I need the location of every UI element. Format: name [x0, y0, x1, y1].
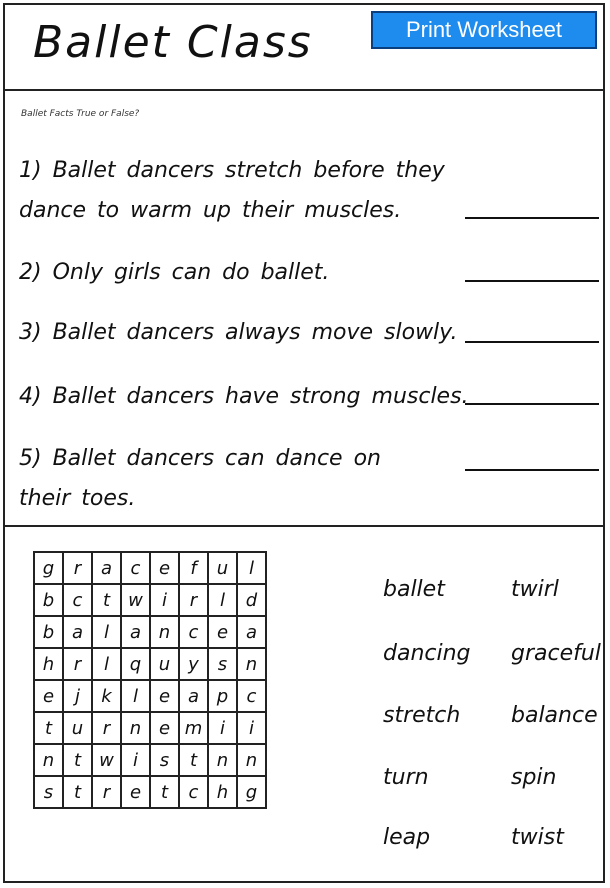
grid-cell[interactable]: t — [150, 776, 179, 808]
grid-cell[interactable]: a — [179, 680, 208, 712]
grid-cell[interactable]: e — [150, 680, 179, 712]
answer-blank-4[interactable] — [465, 403, 599, 405]
grid-cell[interactable]: q — [121, 648, 150, 680]
grid-cell[interactable]: h — [34, 648, 63, 680]
grid-cell[interactable]: n — [121, 712, 150, 744]
word-graceful: graceful — [511, 641, 601, 666]
grid-row — [34, 584, 266, 616]
grid-row — [34, 648, 266, 680]
grid-cell[interactable]: t — [179, 744, 208, 776]
question-4: 4) Ballet dancers have strong muscles. — [19, 384, 469, 409]
word-twirl: twirl — [511, 577, 559, 602]
grid-cell[interactable]: u — [208, 552, 237, 584]
grid-cell[interactable]: i — [208, 712, 237, 744]
print-worksheet-button[interactable]: Print Worksheet — [371, 11, 597, 49]
grid-cell[interactable]: c — [179, 616, 208, 648]
grid-cell[interactable]: e — [150, 712, 179, 744]
grid-row — [34, 744, 266, 776]
word-twist: twist — [511, 825, 564, 850]
grid-cell[interactable]: a — [63, 616, 92, 648]
grid-cell[interactable]: s — [208, 648, 237, 680]
grid-cell[interactable]: n — [208, 744, 237, 776]
grid-cell[interactable]: f — [179, 552, 208, 584]
grid-cell[interactable]: k — [92, 680, 121, 712]
grid-cell[interactable]: t — [92, 584, 121, 616]
grid-cell[interactable]: a — [237, 616, 266, 648]
divider — [5, 89, 603, 91]
grid-cell[interactable]: l — [121, 680, 150, 712]
word-turn: turn — [383, 765, 429, 790]
grid-cell[interactable]: i — [150, 584, 179, 616]
grid-row — [34, 616, 266, 648]
grid-cell[interactable]: n — [237, 648, 266, 680]
grid-cell[interactable]: e — [121, 776, 150, 808]
grid-cell[interactable]: n — [34, 744, 63, 776]
grid-cell[interactable]: c — [63, 584, 92, 616]
worksheet — [3, 3, 605, 883]
grid-cell[interactable]: y — [179, 648, 208, 680]
grid-cell[interactable]: c — [237, 680, 266, 712]
word-leap: leap — [383, 825, 431, 850]
word-stretch: stretch — [383, 703, 461, 728]
answer-blank-1[interactable] — [465, 217, 599, 219]
grid-cell[interactable]: l — [237, 552, 266, 584]
grid-cell[interactable]: a — [121, 616, 150, 648]
grid-cell[interactable]: c — [121, 552, 150, 584]
grid-cell[interactable]: g — [237, 776, 266, 808]
grid-cell[interactable]: i — [237, 712, 266, 744]
grid-cell[interactable]: w — [92, 744, 121, 776]
word-spin: spin — [511, 765, 557, 790]
grid-cell[interactable]: c — [179, 776, 208, 808]
grid-cell[interactable]: n — [150, 616, 179, 648]
grid-cell[interactable]: w — [121, 584, 150, 616]
grid-cell[interactable]: r — [63, 648, 92, 680]
grid-cell[interactable]: s — [150, 744, 179, 776]
word-dancing: dancing — [383, 641, 471, 666]
grid-cell[interactable]: t — [63, 744, 92, 776]
grid-cell[interactable]: j — [63, 680, 92, 712]
question-2: 2) Only girls can do ballet. — [19, 260, 330, 285]
answer-blank-5[interactable] — [465, 469, 599, 471]
grid-cell[interactable]: r — [179, 584, 208, 616]
grid-cell[interactable]: n — [237, 744, 266, 776]
grid-cell[interactable]: s — [34, 776, 63, 808]
grid-cell[interactable]: e — [208, 616, 237, 648]
grid-cell[interactable]: e — [150, 552, 179, 584]
quiz-subtitle: Ballet Facts True or False? — [21, 109, 140, 119]
grid-cell[interactable]: i — [121, 744, 150, 776]
question-1-line-1: 1) Ballet dancers stretch before they — [19, 158, 445, 183]
grid-row — [34, 776, 266, 808]
grid-cell[interactable]: r — [63, 552, 92, 584]
grid-cell[interactable]: h — [208, 776, 237, 808]
answer-blank-3[interactable] — [465, 341, 599, 343]
grid-cell[interactable]: a — [92, 552, 121, 584]
question-5-line-2: their toes. — [19, 486, 136, 511]
word-search-grid — [33, 551, 267, 809]
grid-cell[interactable]: t — [63, 776, 92, 808]
grid-cell[interactable]: l — [92, 648, 121, 680]
grid-cell[interactable]: m — [179, 712, 208, 744]
grid-cell[interactable]: d — [237, 584, 266, 616]
divider — [5, 525, 603, 527]
page-title: Ballet Class — [33, 17, 313, 68]
grid-cell[interactable]: p — [208, 680, 237, 712]
grid-cell[interactable]: r — [92, 712, 121, 744]
grid-cell[interactable]: b — [34, 616, 63, 648]
grid-cell[interactable]: l — [92, 616, 121, 648]
grid-cell[interactable]: r — [92, 776, 121, 808]
grid-cell[interactable]: u — [63, 712, 92, 744]
grid-cell[interactable]: l — [208, 584, 237, 616]
word-ballet: ballet — [383, 577, 445, 602]
answer-blank-2[interactable] — [465, 280, 599, 282]
grid-cell[interactable]: g — [34, 552, 63, 584]
grid-row — [34, 712, 266, 744]
question-1-line-2: dance to warm up their muscles. — [19, 198, 402, 223]
question-3: 3) Ballet dancers always move slowly. — [19, 320, 458, 345]
grid-cell[interactable]: u — [150, 648, 179, 680]
word-balance: balance — [511, 703, 598, 728]
grid-cell[interactable]: b — [34, 584, 63, 616]
grid-row — [34, 680, 266, 712]
grid-cell[interactable]: e — [34, 680, 63, 712]
question-5-line-1: 5) Ballet dancers can dance on — [19, 446, 381, 471]
grid-row — [34, 552, 266, 584]
grid-cell[interactable]: t — [34, 712, 63, 744]
